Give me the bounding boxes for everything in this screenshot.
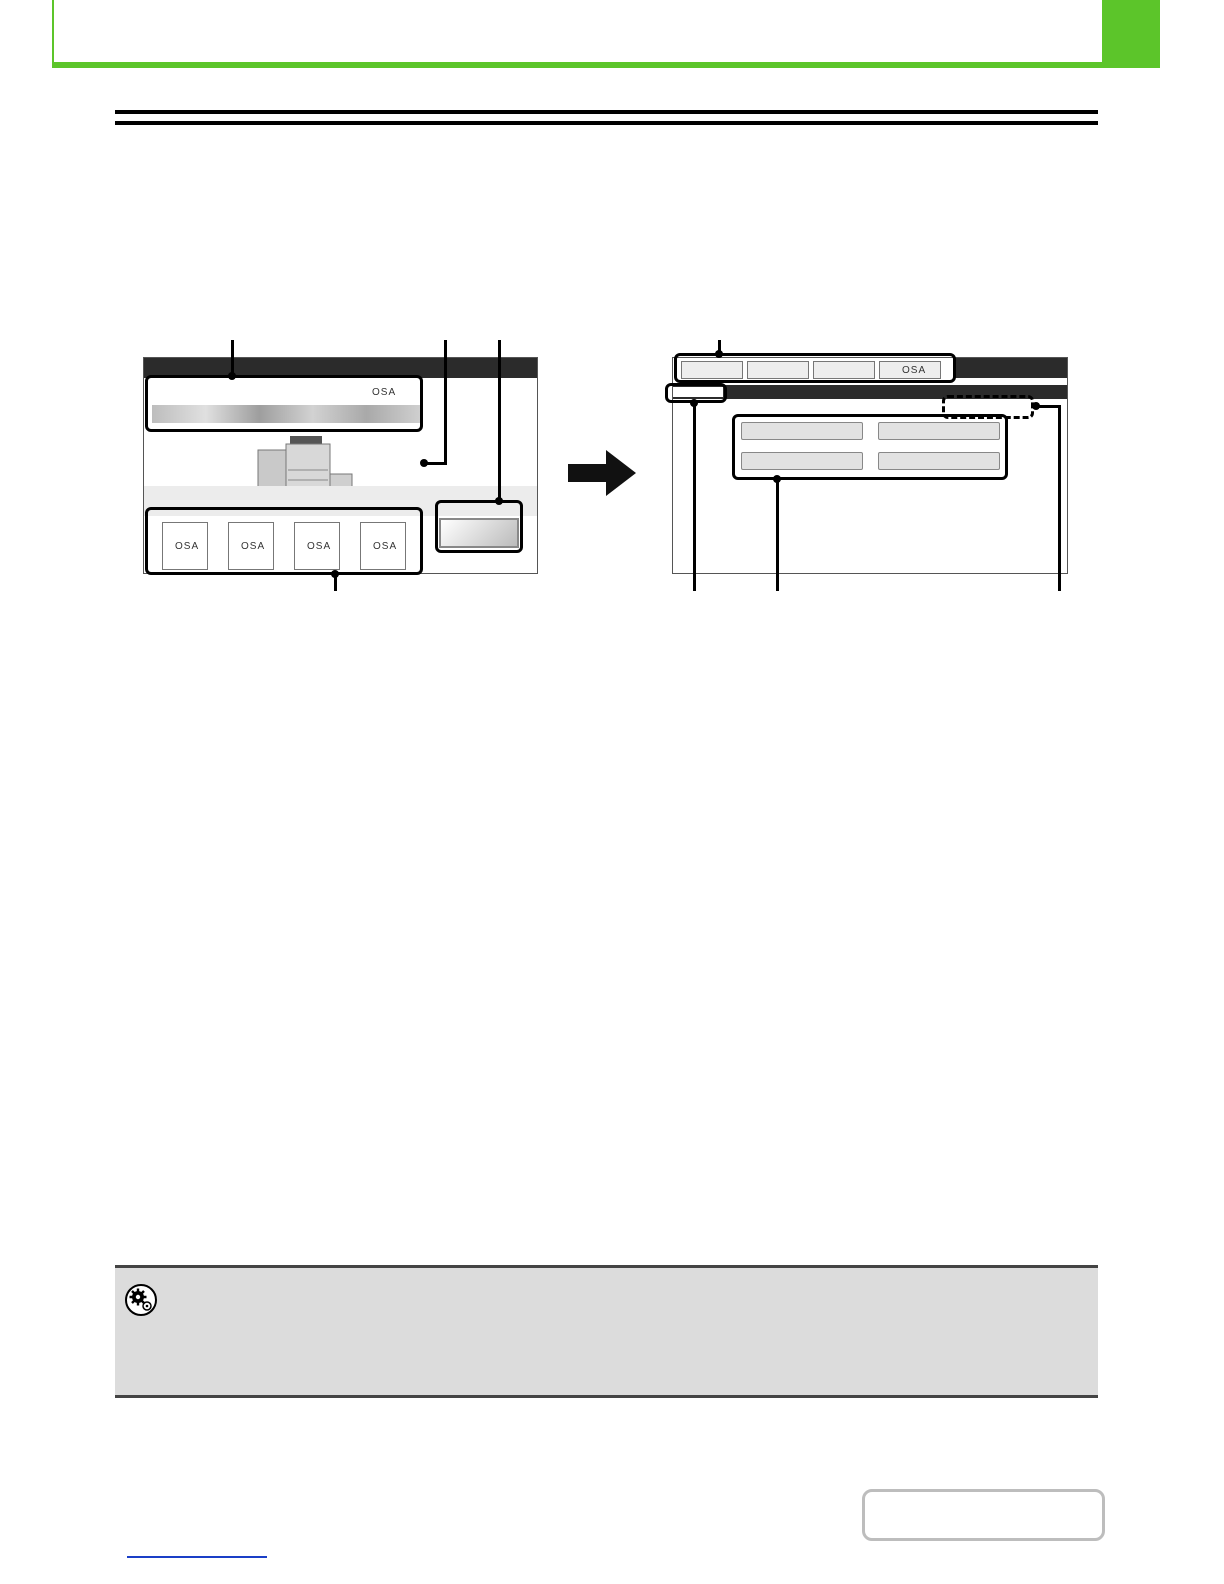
shortcut-tile[interactable]: OSA bbox=[294, 522, 340, 570]
contents-button[interactable] bbox=[862, 1489, 1105, 1541]
footer-link[interactable] bbox=[127, 1556, 267, 1558]
leader-line bbox=[776, 478, 779, 591]
callout-box-side bbox=[435, 500, 523, 553]
section-rule-top bbox=[115, 110, 1098, 114]
shortcut-tile[interactable]: OSA bbox=[228, 522, 274, 570]
leader-dot bbox=[690, 399, 698, 407]
leader-dot bbox=[228, 372, 236, 380]
leader-dot bbox=[420, 459, 428, 467]
callout-box-banner bbox=[145, 375, 423, 432]
leader-dot bbox=[331, 570, 339, 578]
callout-box-buttons bbox=[732, 414, 1008, 480]
leader-line bbox=[498, 340, 501, 502]
banner-logo: OSA bbox=[372, 387, 397, 398]
screen-header-bar bbox=[953, 358, 1068, 378]
page-header bbox=[52, 0, 1102, 64]
leader-line bbox=[693, 403, 696, 591]
mode-tab[interactable]: OSA bbox=[879, 361, 941, 379]
shortcut-tile[interactable]: OSA bbox=[162, 522, 208, 570]
leader-dot bbox=[495, 497, 503, 505]
leader-line bbox=[1058, 405, 1061, 591]
callout-box-dashed bbox=[942, 395, 1034, 419]
gear-icon bbox=[125, 1284, 157, 1316]
leader-dot bbox=[715, 350, 723, 358]
leader-dot bbox=[1032, 402, 1040, 410]
right-arrow-icon bbox=[568, 450, 636, 496]
header-accent-line bbox=[52, 62, 1160, 68]
system-settings-note bbox=[115, 1265, 1098, 1398]
leader-dot bbox=[773, 475, 781, 483]
section-rule-bottom bbox=[115, 121, 1098, 125]
leader-line bbox=[444, 340, 447, 465]
chapter-tab[interactable] bbox=[1102, 0, 1160, 68]
callout-box-tiles bbox=[145, 507, 423, 575]
shortcut-tile[interactable]: OSA bbox=[360, 522, 406, 570]
